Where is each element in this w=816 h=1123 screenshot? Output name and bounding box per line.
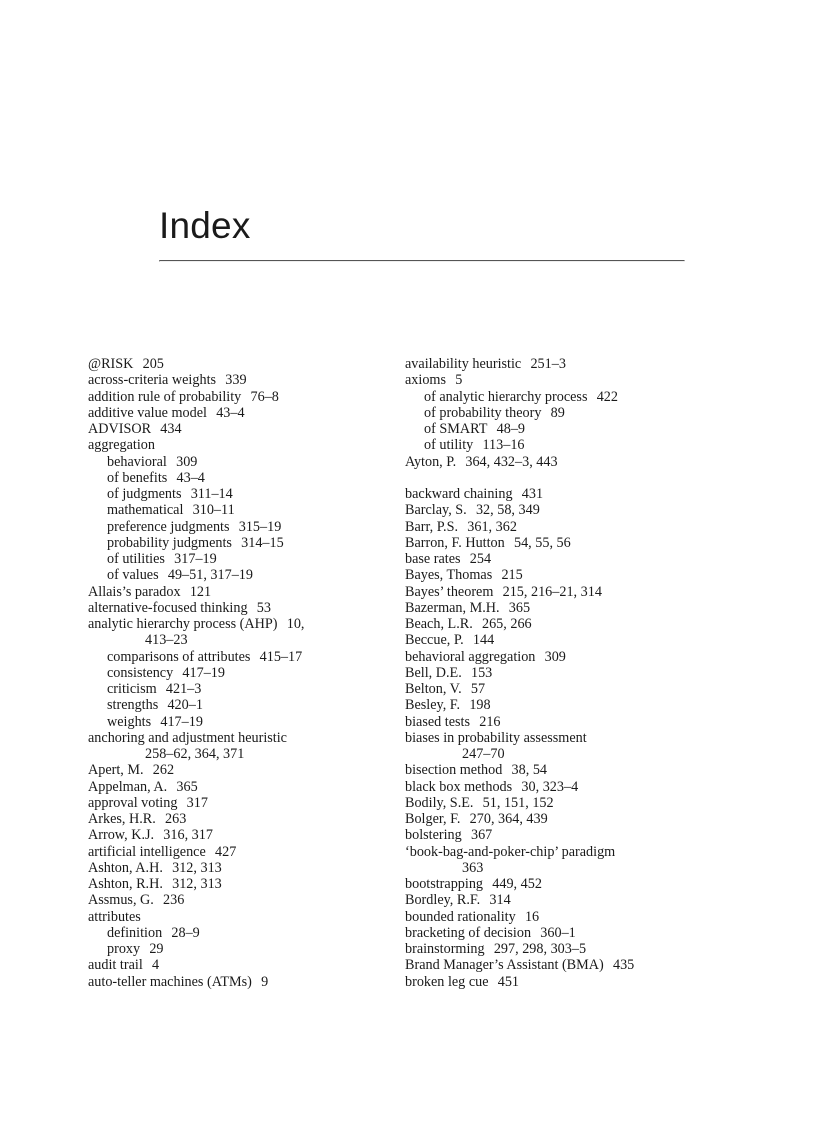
index-term: Bazerman, M.H. — [405, 599, 500, 616]
index-pages: 28–9 — [171, 924, 200, 941]
index-pages: 309 — [544, 648, 566, 665]
index-term: proxy — [107, 941, 141, 957]
index-pages: 312, 313 — [172, 876, 222, 892]
index-pages: 420–1 — [167, 697, 203, 714]
index-pages: 4 — [151, 957, 160, 974]
index-entry — [405, 551, 705, 567]
index-entry — [88, 470, 388, 486]
index-term: biases in probability assessment — [405, 729, 587, 746]
index-entry — [405, 584, 705, 600]
index-term: consistency — [107, 664, 174, 681]
index-term: alternative-focused thinking — [88, 599, 248, 616]
index-term: approval voting — [88, 794, 178, 811]
index-term: axioms — [405, 372, 446, 389]
index-term: Bell, D.E. — [405, 664, 462, 681]
index-term: audit trail — [88, 957, 143, 974]
index-term: Apert, M. — [88, 762, 144, 779]
index-entry — [88, 649, 388, 665]
index-term: 413–23 — [145, 632, 188, 649]
index-pages: 421–3 — [165, 681, 202, 697]
index-pages: 51, 151, 152 — [482, 794, 554, 811]
index-entry — [405, 535, 705, 551]
index-pages: 9 — [261, 973, 269, 990]
index-term: Bayes’ theorem — [405, 583, 494, 600]
index-entry — [405, 925, 705, 941]
index-entry — [405, 730, 705, 746]
index-entry — [88, 567, 388, 583]
index-pages: 10, — [286, 616, 305, 632]
index-term: definition — [107, 924, 163, 941]
index-pages: 422 — [596, 388, 618, 405]
index-entry — [405, 600, 705, 616]
index-term: biased tests — [405, 713, 471, 730]
index-entry — [88, 405, 388, 421]
index-pages: 38, 54 — [511, 762, 548, 779]
page-title: Index — [159, 205, 251, 246]
index-term: of probability theory — [424, 404, 542, 421]
index-entry — [405, 909, 705, 925]
index-pages: 265, 266 — [481, 616, 532, 632]
index-pages: 43–4 — [176, 469, 205, 486]
index-term: analytic hierarchy process (AHP) — [88, 616, 278, 632]
index-entry — [405, 519, 705, 535]
index-pages: 314 — [489, 892, 511, 909]
index-entry — [405, 892, 705, 908]
index-term: broken leg cue — [405, 973, 489, 990]
index-pages: 16 — [524, 908, 540, 925]
index-pages: 365 — [508, 599, 531, 616]
index-entry — [88, 876, 388, 892]
index-pages: 365 — [176, 778, 198, 795]
title-rule — [159, 260, 685, 262]
index-entry — [88, 437, 388, 453]
index-term: weights — [107, 713, 152, 730]
index-entry — [88, 974, 388, 990]
index-term: of benefits — [107, 469, 168, 486]
index-entry — [88, 909, 388, 925]
index-pages: 297, 298, 303–5 — [493, 941, 587, 957]
index-term: Bodily, S.E. — [405, 794, 474, 811]
index-entry — [405, 827, 705, 843]
index-entry — [88, 356, 388, 372]
index-pages: 121 — [189, 583, 212, 600]
index-pages: 360–1 — [540, 924, 576, 941]
index-term: of analytic hierarchy process — [424, 388, 588, 405]
index-term: Arrow, K.J. — [88, 827, 155, 844]
index-term: Besley, F. — [405, 697, 461, 714]
index-term: availability heuristic — [405, 356, 522, 372]
index-pages: 431 — [521, 486, 544, 502]
index-term: bounded rationality — [405, 908, 516, 925]
index-entry — [88, 454, 388, 470]
index-entry — [405, 567, 705, 583]
index-entry — [405, 974, 705, 990]
index-term: Ashton, A.H. — [88, 859, 163, 876]
index-term: of values — [107, 567, 159, 584]
index-pages: 49–51, 317–19 — [167, 567, 253, 584]
index-pages: 451 — [497, 973, 520, 990]
index-entry — [88, 502, 388, 518]
index-pages: 449, 452 — [492, 876, 542, 892]
index-pages: 30, 323–4 — [521, 778, 579, 795]
index-entry — [88, 795, 388, 811]
index-pages: 254 — [469, 551, 492, 567]
index-entry — [88, 844, 388, 860]
index-pages: 29 — [149, 941, 164, 957]
index-pages: 361, 362 — [467, 518, 517, 535]
index-term: Appelman, A. — [88, 778, 168, 795]
index-term: Ashton, R.H. — [88, 876, 163, 892]
index-pages: 54, 55, 56 — [513, 534, 571, 551]
index-entry — [405, 405, 705, 421]
index-column-right — [405, 356, 705, 990]
index-term: preference judgments — [107, 518, 230, 535]
index-term: attributes — [88, 908, 141, 925]
index-pages: 316, 317 — [163, 827, 213, 844]
index-term: bracketing of decision — [405, 924, 532, 941]
index-entry — [405, 502, 705, 518]
index-pages: 216 — [479, 713, 501, 730]
index-term: 247–70 — [462, 746, 505, 762]
index-entry — [405, 941, 705, 957]
index-entry — [405, 616, 705, 632]
index-entry — [405, 372, 705, 388]
index-entry — [405, 795, 705, 811]
index-term: bolstering — [405, 827, 462, 844]
index-pages: 236 — [163, 892, 185, 909]
index-entry — [405, 356, 705, 372]
index-term: Barr, P.S. — [405, 518, 459, 535]
index-column-left — [88, 356, 388, 990]
index-entry — [405, 844, 705, 860]
index-term: Beccue, P. — [405, 632, 464, 649]
index-entry — [88, 811, 388, 827]
index-pages: 434 — [160, 421, 182, 437]
index-term: Beach, L.R. — [405, 616, 473, 632]
index-entry — [88, 827, 388, 843]
index-entry — [405, 714, 705, 730]
index-term: Bolger, F. — [405, 811, 461, 827]
index-entry — [405, 876, 705, 892]
index-pages: 144 — [472, 632, 495, 649]
index-entry — [88, 746, 388, 762]
index-term: auto-teller machines (ATMs) — [88, 973, 252, 990]
index-entry — [88, 486, 388, 502]
index-entry — [88, 779, 388, 795]
index-term: bisection method — [405, 762, 503, 779]
index-entry — [88, 389, 388, 405]
index-entry — [405, 779, 705, 795]
index-entry — [88, 762, 388, 778]
index-pages: 415–17 — [259, 648, 303, 665]
index-pages: 314–15 — [241, 534, 284, 551]
index-term: Arkes, H.R. — [88, 811, 156, 827]
index-entry — [88, 925, 388, 941]
index-entry — [88, 600, 388, 616]
index-term: ADVISOR — [88, 421, 152, 437]
index-entry — [88, 714, 388, 730]
index-entry — [88, 632, 388, 648]
index-entry — [88, 665, 388, 681]
index-entry — [88, 697, 388, 713]
index-pages: 198 — [469, 697, 491, 714]
index-entry — [405, 860, 705, 876]
index-pages: 309 — [176, 453, 198, 470]
index-pages: 215 — [501, 567, 523, 584]
index-pages: 205 — [142, 356, 164, 372]
index-term: artificial intelligence — [88, 843, 206, 860]
index-pages: 32, 58, 349 — [475, 502, 540, 519]
index-term: bootstrapping — [405, 876, 484, 892]
index-entry — [88, 372, 388, 388]
index-entry — [405, 681, 705, 697]
index-entry — [405, 697, 705, 713]
index-entry — [405, 811, 705, 827]
index-pages: 53 — [256, 599, 271, 616]
index-pages: 153 — [470, 664, 493, 681]
index-pages: 89 — [550, 404, 565, 421]
index-pages: 251–3 — [530, 356, 566, 372]
index-pages: 315–19 — [238, 518, 282, 535]
index-term: Barron, F. Hutton — [405, 534, 505, 551]
index-entry — [405, 421, 705, 437]
index-pages: 339 — [225, 372, 247, 389]
index-term: Bordley, R.F. — [405, 892, 481, 909]
index-pages: 311–14 — [190, 486, 233, 502]
index-pages: 364, 432–3, 443 — [465, 453, 558, 470]
index-entry — [405, 762, 705, 778]
index-pages: 417–19 — [160, 713, 203, 730]
index-entry — [88, 519, 388, 535]
index-entry — [88, 957, 388, 973]
index-pages: 317 — [186, 794, 208, 811]
index-entry — [405, 454, 705, 470]
index-term: Bayes, Thomas — [405, 567, 493, 584]
index-entry — [88, 421, 388, 437]
index-pages: 215, 216–21, 314 — [502, 583, 602, 600]
index-entry — [405, 665, 705, 681]
index-entry — [405, 746, 705, 762]
index-pages: 113–16 — [482, 437, 525, 454]
index-term: base rates — [405, 551, 461, 567]
index-entry — [88, 892, 388, 908]
index-term: 363 — [462, 859, 484, 876]
index-pages: 43–4 — [216, 404, 245, 421]
index-entry — [88, 616, 388, 632]
index-term: backward chaining — [405, 486, 513, 502]
index-entry — [88, 730, 388, 746]
index-term: strengths — [107, 697, 159, 714]
index-pages: 427 — [215, 843, 237, 860]
index-term: black box methods — [405, 778, 513, 795]
index-pages: 48–9 — [496, 421, 525, 437]
index-pages: 262 — [152, 762, 175, 779]
index-entry — [88, 681, 388, 697]
index-term: Assmus, G. — [88, 892, 154, 909]
index-term: ‘book-bag-and-poker-chip’ paradigm — [405, 843, 616, 860]
index-term: behavioral aggregation — [405, 648, 536, 665]
index-term: Ayton, P. — [405, 453, 457, 470]
index-term: Allais’s paradox — [88, 583, 181, 600]
index-term: criticism — [107, 681, 157, 697]
index-pages: 310–11 — [192, 502, 235, 519]
index-entry — [405, 957, 705, 973]
index-term: 258–62, 364, 371 — [145, 746, 245, 762]
index-term: aggregation — [88, 437, 155, 454]
index-term: probability judgments — [107, 534, 232, 551]
index-term: behavioral — [107, 453, 167, 470]
index-term: additive value model — [88, 404, 207, 421]
index-term: @RISK — [88, 356, 134, 372]
index-term: Barclay, S. — [405, 502, 467, 519]
index-entry — [405, 389, 705, 405]
index-term: anchoring and adjustment heuristic — [88, 729, 287, 746]
index-pages: 417–19 — [182, 664, 225, 681]
index-entry — [405, 649, 705, 665]
index-entry — [88, 860, 388, 876]
index-pages: 367 — [470, 827, 493, 844]
index-entry — [88, 941, 388, 957]
index-term: of SMART — [424, 421, 488, 437]
index-entry — [88, 584, 388, 600]
index-pages: 435 — [612, 957, 635, 974]
index-term: of utility — [424, 437, 474, 454]
index-pages: 270, 364, 439 — [469, 811, 548, 827]
index-entry — [88, 551, 388, 567]
index-pages: 263 — [165, 811, 187, 827]
index-gap — [405, 470, 705, 486]
index-entry — [405, 632, 705, 648]
index-term: addition rule of probability — [88, 388, 242, 405]
index-entry — [405, 486, 705, 502]
index-pages: 312, 313 — [172, 859, 222, 876]
index-term: brainstorming — [405, 941, 485, 957]
index-pages: 57 — [470, 681, 486, 697]
index-term: of utilities — [107, 551, 165, 567]
index-pages: 317–19 — [174, 551, 217, 567]
index-pages: 76–8 — [250, 388, 279, 405]
index-entry — [405, 437, 705, 453]
index-term: Brand Manager’s Assistant (BMA) — [405, 957, 604, 974]
index-entry — [88, 535, 388, 551]
index-pages: 5 — [455, 372, 463, 389]
index-term: comparisons of attributes — [107, 648, 251, 665]
index-term: mathematical — [107, 502, 184, 519]
index-term: Belton, V. — [405, 681, 462, 697]
index-term: of judgments — [107, 486, 182, 502]
index-term: across-criteria weights — [88, 372, 217, 389]
